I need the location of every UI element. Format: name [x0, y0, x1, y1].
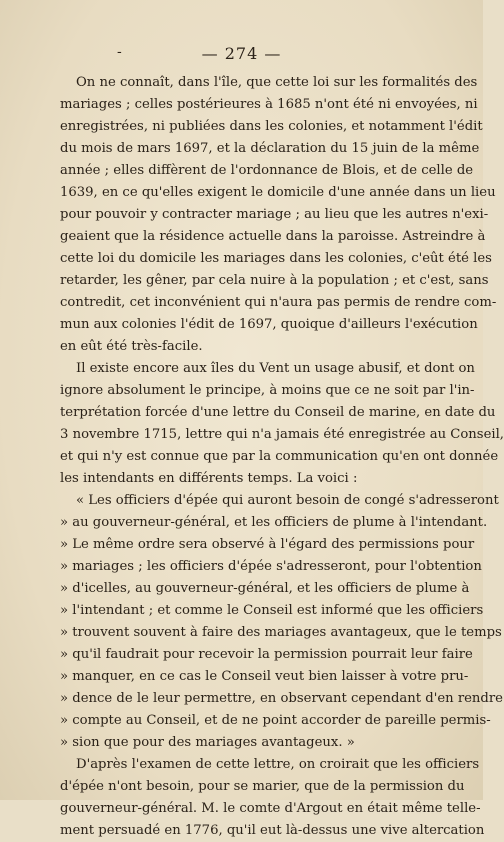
quote-line: » compte au Conseil, et de ne point accorder de pareille permis- [60, 713, 491, 728]
text-line: les intendants en différents temps. La voici : [60, 471, 358, 486]
page-header [0, 44, 483, 64]
quote-line: » mariages ; les officiers d'épée s'adresseront, pour l'obtention [60, 559, 482, 574]
quote-line: » trouvent souvent à faire des mariages avantageux, que le temps [60, 625, 502, 640]
quote-line: » dence de le leur permettre, en observant cependant d'en rendre [60, 691, 503, 706]
text-line: enregistrées, ni publiées dans les colonies, et notamment l'édit [60, 119, 483, 134]
text-line: retarder, les gêner, par cela nuire à la population ; et c'est, sans [60, 273, 489, 288]
text-line: et qui n'y est connue que par la communication qu'en ont donnée [60, 449, 499, 464]
text-line: ignore absolument le principe, à moins que ce ne soit par l'in- [60, 383, 475, 398]
quote-line: » au gouverneur-général, et les officiers de plume à l'intendant. [60, 515, 488, 530]
text-line: année ; elles diffèrent de l'ordonnance de Blois, et de celle de [60, 163, 474, 178]
quote-line: » Le même ordre sera observé à l'égard des permissions pour [60, 537, 475, 552]
text-line: cette loi du domicile les mariages dans les colonies, c'eût été les [60, 251, 492, 266]
text-line: mariages ; celles postérieures à 1685 n'ont été ni envoyées, ni [60, 97, 478, 112]
quote-line: » qu'il faudrait pour recevoir la permission pourrait leur faire [60, 647, 473, 662]
quote-line: » l'intendant ; et comme le Conseil est informé que les officiers [60, 603, 484, 618]
text-line: mun aux colonies l'édit de 1697, quoique d'ailleurs l'exécution [60, 317, 478, 332]
text-line: geaient que la résidence actuelle dans la paroisse. Astreindre à [60, 229, 486, 244]
quote-line: » manquer, en ce cas le Conseil veut bien laisser à votre pru- [60, 669, 469, 684]
text-line: On ne connaît, dans l'île, que cette loi sur les formalités des [76, 75, 478, 90]
text-line: en eût été très-facile. [60, 339, 203, 354]
text-line: terprétation forcée d'une lettre du Conseil de marine, en date du [60, 405, 496, 420]
text-line: pour pouvoir y contracter mariage ; au lieu que les autres n'exi- [60, 207, 489, 222]
text-line: ment persuadé en 1776, qu'il eut là-dessus une vive altercation [60, 823, 485, 838]
quote-line: « Les officiers d'épée qui auront besoin de congé s'adresseront [76, 493, 499, 508]
text-line: 1639, en ce qu'elles exigent le domicile d'une année dans un lieu [60, 185, 496, 200]
text-line: contredit, cet inconvénient qui n'aura pas permis de rendre com- [60, 295, 497, 310]
text-line: gouverneur-général. M. le comte d'Argout en était même telle- [60, 801, 481, 816]
quote-line: » sion que pour des mariages avantageux. » [60, 735, 355, 750]
text-line: d'épée n'ont besoin, pour se marier, que de la permission du [60, 779, 465, 794]
text-line: D'après l'examen de cette lettre, on croirait que les officiers [76, 757, 480, 772]
text-line: 3 novembre 1715, lettre qui n'a jamais été enregistrée au Conseil, [60, 427, 504, 442]
text-line: Il existe encore aux îles du Vent un usage abusif, et dont on [76, 361, 475, 376]
body-text [60, 72, 504, 842]
page-number: — 274 — [201, 44, 282, 63]
text-line: du mois de mars 1697, et la déclaration du 15 juin de la même [60, 141, 480, 156]
quote-line: » d'icelles, au gouverneur-général, et les officiers de plume à [60, 581, 470, 596]
header-mark: - [117, 44, 122, 60]
